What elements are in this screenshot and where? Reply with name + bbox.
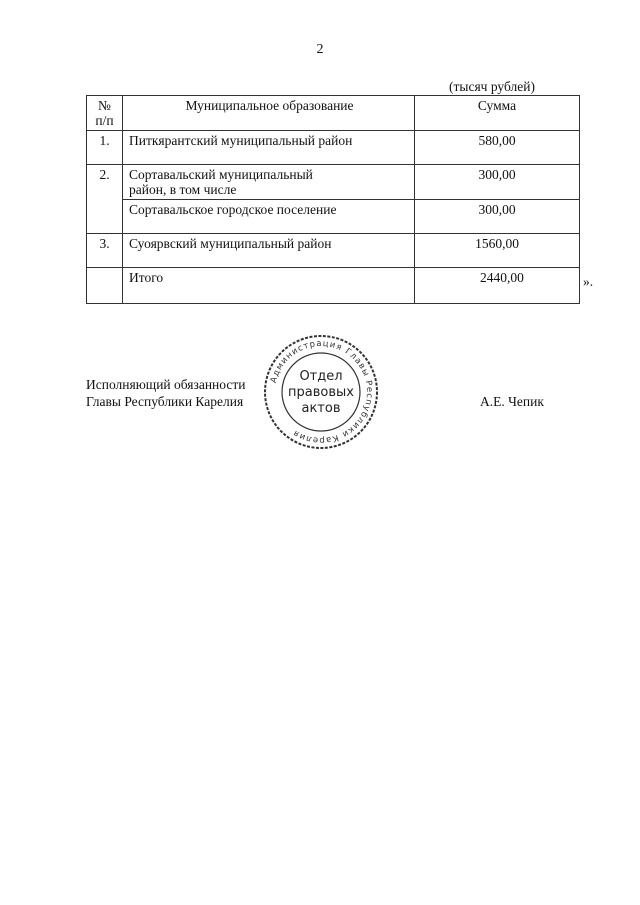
total-sum: 2440,00: [415, 268, 580, 304]
row-name: Суоярвский муниципальный район: [123, 234, 415, 268]
stamp-center-line3: актов: [301, 401, 341, 416]
row-name: Сортавальский муниципальный район, в том числе: [123, 165, 415, 200]
signature-position-line1: Исполняющий обязанности: [86, 377, 246, 392]
row-name: Питкярантский муниципальный район: [123, 131, 415, 165]
page-number: 2: [316, 42, 324, 57]
total-name: Итого: [123, 268, 415, 304]
signature-name: А.Е. Чепик: [480, 394, 544, 409]
row-num: 3.: [87, 234, 123, 268]
total-num: [87, 268, 123, 304]
table-subrow: [87, 200, 580, 234]
header-sum: Сумма: [415, 96, 580, 131]
stamp-center-line2: правовых: [288, 385, 354, 400]
stamp-center-line1: Отдел: [299, 369, 343, 384]
budget-table: [86, 95, 580, 304]
table-header-row: [87, 96, 580, 131]
row-sum: 300,00: [415, 165, 580, 200]
units-label: (тысяч рублей): [449, 79, 535, 94]
subrow-name: Сортавальское городское поселение: [123, 200, 415, 234]
row-sum: 1560,00: [415, 234, 580, 268]
subrow-sum: 300,00: [415, 200, 580, 234]
signature-position: [86, 376, 245, 410]
table-total-row: [87, 268, 580, 304]
row-num: 1.: [87, 131, 123, 165]
header-num: № п/п: [87, 96, 123, 131]
signature-position-line2: Главы Республики Карелия: [86, 394, 244, 409]
table-row: [87, 234, 580, 268]
stamp-ring-text: Администрация Главы Республики Карелия: [268, 338, 375, 446]
row-sum: 580,00: [415, 131, 580, 165]
table-row: [87, 131, 580, 165]
row-num: 2.: [87, 165, 123, 234]
table-row: [87, 165, 580, 200]
closing-quote: ».: [583, 274, 594, 289]
header-name: Муниципальное образование: [123, 96, 415, 131]
official-stamp: [262, 333, 380, 451]
